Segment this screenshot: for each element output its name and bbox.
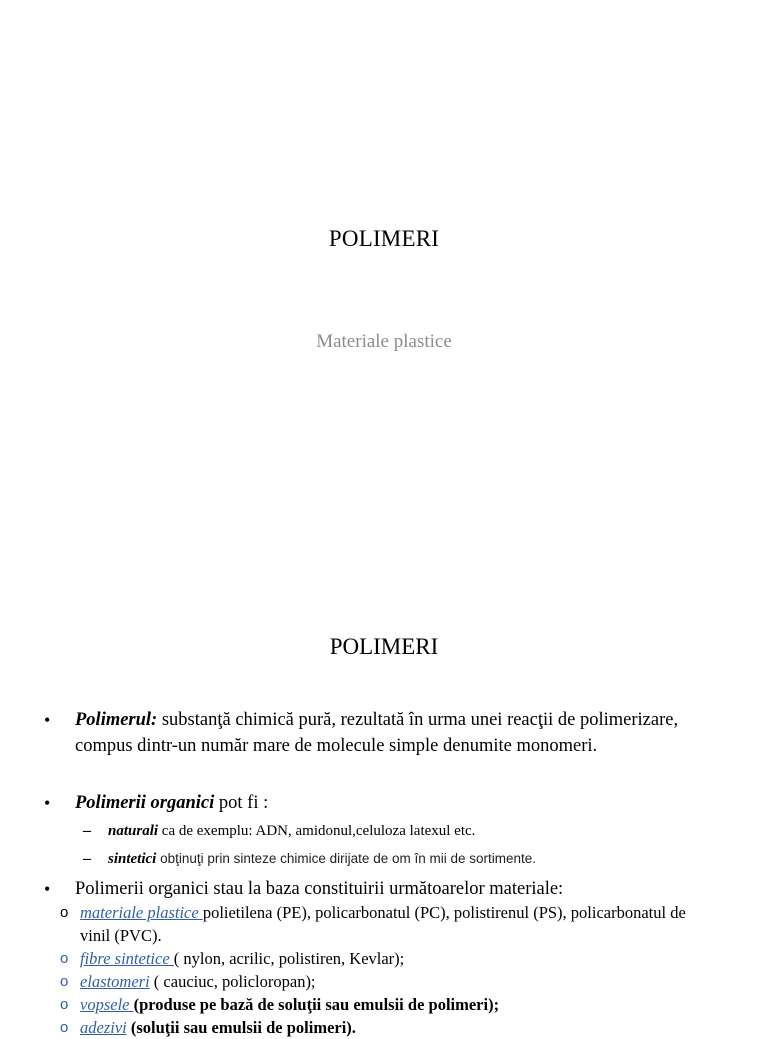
circle-marker: o	[60, 996, 69, 1013]
material-item-fibre	[60, 947, 700, 970]
bullet-polimerii-organici	[44, 790, 725, 816]
link-fibre-sintetice[interactable]: fibre sintetice	[80, 949, 174, 968]
circle-marker: o	[60, 973, 69, 990]
slide-2	[0, 600, 768, 1037]
material-item-plastice	[60, 901, 700, 947]
bullet-text: pot fi :	[214, 793, 269, 813]
link-elastomeri[interactable]: elastomeri	[80, 972, 150, 991]
material-text: (soluţii sau emulsii de polimeri).	[126, 1018, 356, 1037]
bullet-dot-icon: •	[44, 879, 51, 899]
slide-2-title: POLIMERI	[329, 634, 439, 659]
dash-marker: –	[83, 850, 91, 867]
bullet-term: Polimerii organici	[75, 793, 215, 813]
link-materiale-plastice[interactable]: materiale plastice	[80, 903, 203, 922]
bullet-polimerul	[44, 707, 725, 759]
material-text: (produse pe bază de soluţii sau emulsii de polimeri);	[133, 995, 500, 1014]
material-text: ( cauciuc, policloropan);	[149, 972, 316, 991]
subitem-term: sintetici	[108, 851, 157, 867]
bullet-text: Polimerii organici stau la baza constituirii următoarelor materiale:	[75, 879, 564, 899]
circle-marker: o	[60, 1019, 69, 1036]
dash-marker: –	[83, 822, 91, 839]
material-item-elastomeri	[60, 970, 700, 993]
material-item-adezivi	[60, 1016, 700, 1039]
bullet-term: Polimerul:	[75, 710, 158, 730]
subitem-term: naturali	[108, 823, 159, 839]
bullet-text: substanţă chimică pură, rezultată în urma unei reacţii de polimerizare, compus dintr-un număr mare de molecule simple denumite monomeri.	[75, 710, 679, 756]
circle-marker: o	[60, 950, 69, 967]
slide-1-subtitle: Materiale plastice	[316, 331, 452, 352]
subitem-text: ca de exemplu: ADN, amidonul,celuloza latexul etc.	[158, 823, 476, 839]
subitem-naturali	[83, 822, 748, 840]
circle-marker: o	[60, 904, 69, 921]
slide-1-title: POLIMERI	[328, 226, 440, 251]
bullet-dot-icon: •	[44, 710, 51, 730]
material-text: ( nylon, acrilic, polistiren, Kevlar);	[173, 949, 405, 968]
link-vopsele[interactable]: vopsele	[80, 995, 134, 1014]
bullet-materiale	[44, 876, 725, 902]
material-text: polietilena (PE), policarbonatul (PC), polistirenul (PS), policarbonatul de vinil (PVC).	[80, 903, 686, 945]
material-item-vopsele	[60, 993, 700, 1016]
subitem-sintetici	[83, 850, 748, 868]
link-adezivi[interactable]: adezivi	[80, 1018, 127, 1037]
subitem-text: obţinuţi prin sinteze chimice dirijate de om în mii de sortimente.	[156, 851, 537, 866]
bullet-dot-icon: •	[44, 793, 51, 813]
